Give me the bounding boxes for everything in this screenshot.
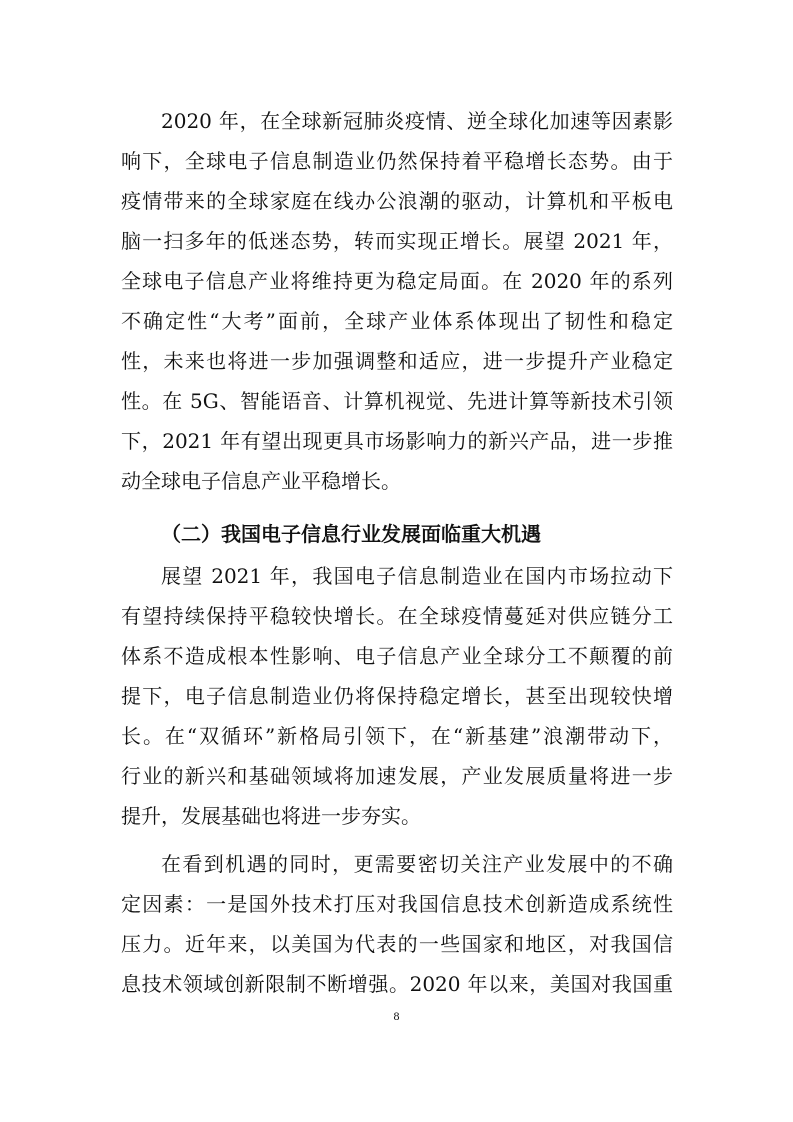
paragraph-china-opportunity (121, 556, 673, 836)
text-line: 息技术领域创新限制不断增强。2020 年以来，美国对我国重 (121, 972, 673, 996)
text-line: 提升，发展基础也将进一步夯实。 (121, 804, 421, 828)
text-line: 定因素：一是国外技术打压对我国信息技术创新造成系统性 (121, 892, 673, 916)
text-line: 行业的新兴和基础领域将加速发展，产业发展质量将进一步 (121, 764, 673, 788)
text-line: 展望 2021 年，我国电子信息制造业在国内市场拉动下 (161, 564, 673, 588)
text-line: 动全球电子信息产业平稳增长。 (121, 469, 401, 493)
text-line: 性，未来也将进一步加强调整和适应，进一步提升产业稳定 (121, 349, 673, 373)
text-line: 响下，全球电子信息制造业仍然保持着平稳增长态势。由于 (121, 149, 673, 173)
section-heading: （二）我国电子信息行业发展面临重大机遇 (161, 522, 541, 546)
text-line: 压力。近年来，以美国为代表的一些国家和地区，对我国信 (121, 932, 673, 956)
text-line: 在看到机遇的同时，更需要密切关注产业发展中的不确 (161, 852, 673, 876)
page-number: 8 (393, 1009, 400, 1023)
text-line: 脑一扫多年的低迷态势，转而实现正增长。展望 2021 年， (121, 229, 673, 253)
text-line: 全球电子信息产业将维持更为稳定局面。在 2020 年的系列 (121, 269, 673, 293)
paragraph-global-industry (121, 101, 673, 501)
text-line: 长。在“双循环”新格局引领下，在“新基建”浪潮带动下， (121, 724, 673, 748)
text-line: 有望持续保持平稳较快增长。在全球疫情蔓延对供应链分工 (121, 604, 673, 628)
text-line: 体系不造成根本性影响、电子信息产业全球分工不颠覆的前 (121, 644, 673, 668)
text-line: 提下，电子信息制造业仍将保持稳定增长，甚至出现较快增 (121, 684, 673, 708)
text-line: 下，2021 年有望出现更具市场影响力的新兴产品，进一步推 (121, 429, 673, 453)
text-line: 不确定性“大考”面前，全球产业体系体现出了韧性和稳定 (121, 309, 673, 333)
text-line: 疫情带来的全球家庭在线办公浪潮的驱动，计算机和平板电 (121, 189, 673, 213)
text-line: 2020 年，在全球新冠肺炎疫情、逆全球化加速等因素影 (161, 109, 673, 133)
paragraph-uncertainties (121, 844, 673, 1004)
text-line: 性。在 5G、智能语音、计算机视觉、先进计算等新技术引领 (121, 389, 673, 413)
